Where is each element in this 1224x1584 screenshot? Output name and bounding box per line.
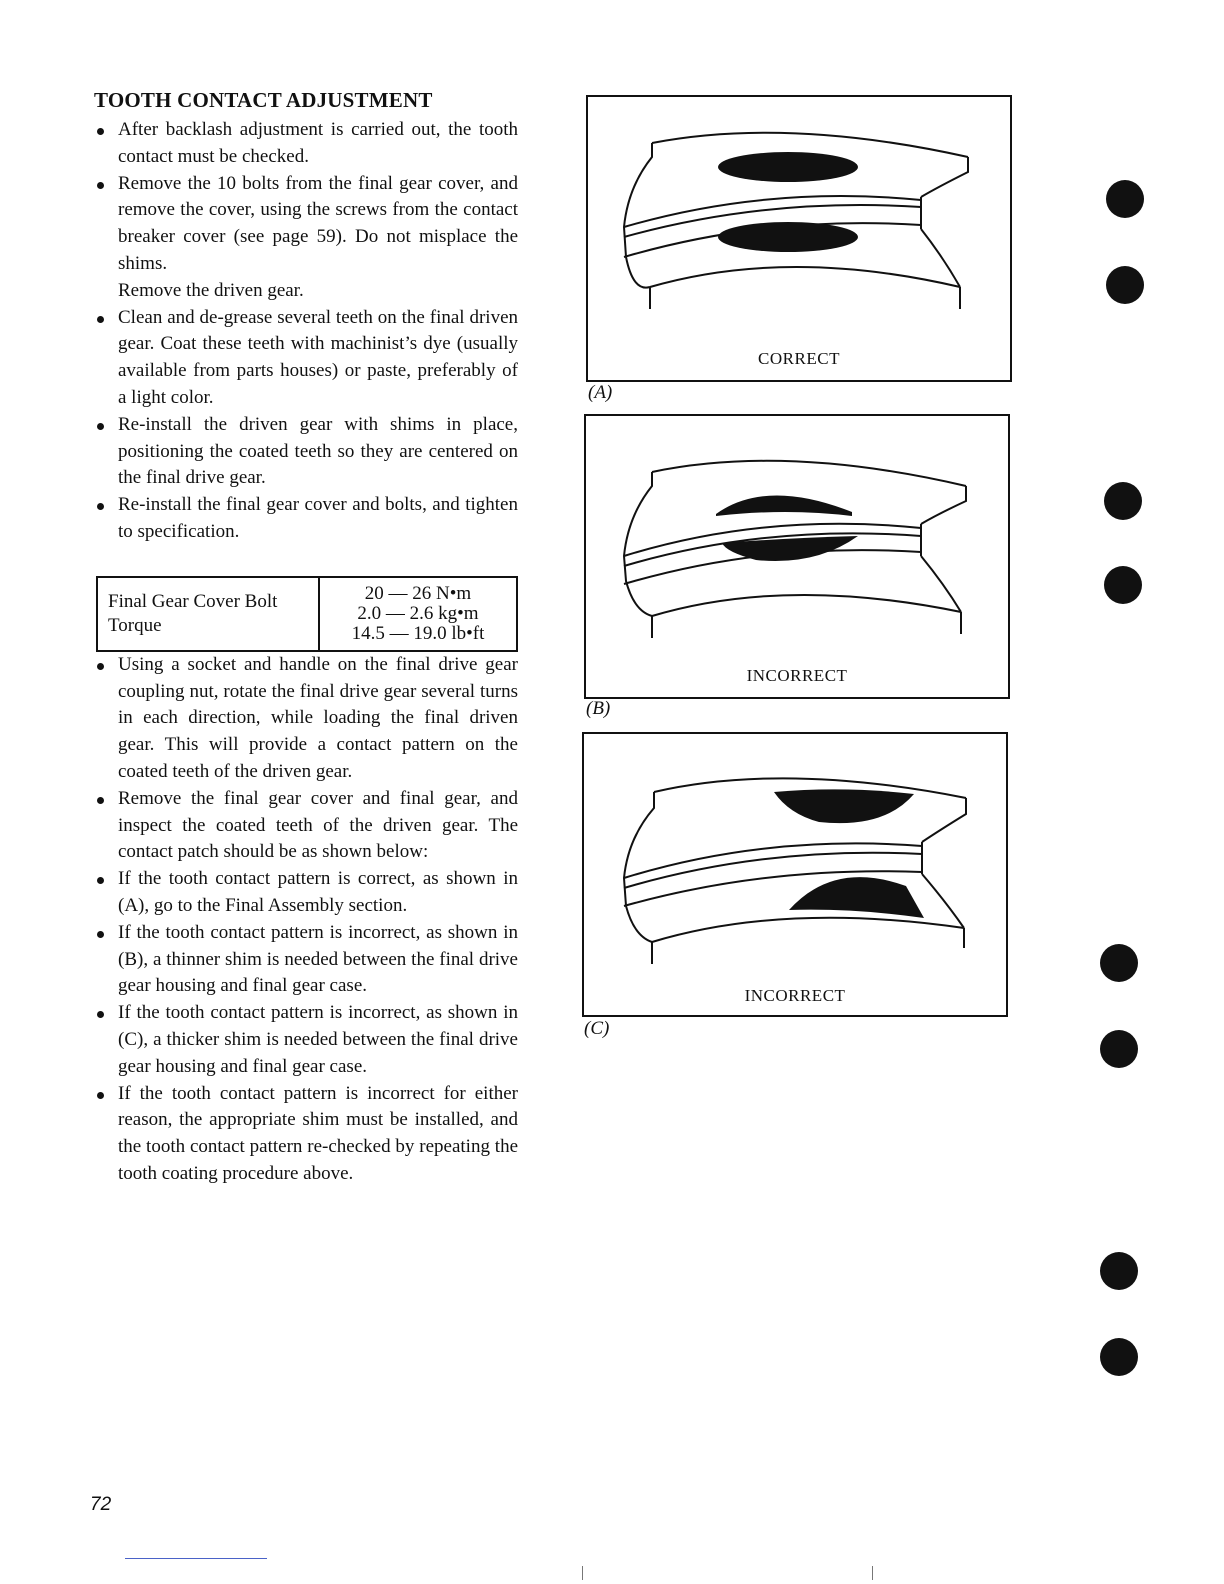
figure-b-incorrect xyxy=(584,414,1010,699)
figure-b-letter: (B) xyxy=(586,698,611,719)
list-item: If the tooth contact pattern is incorrect for either reason, the appropriate shim must be installed, and the tooth contact pattern re-checked by repeating the tooth coating procedure above. xyxy=(94,1081,518,1188)
figure-a-letter: (A) xyxy=(588,382,613,403)
scan-mark xyxy=(872,1566,873,1580)
main-text-column xyxy=(94,88,518,1188)
scan-mark xyxy=(582,1566,583,1580)
torque-value-nm: 20 — 26 N•m xyxy=(364,582,472,604)
binder-hole xyxy=(1100,1030,1138,1068)
bullet-list-top xyxy=(94,117,518,278)
list-item: If the tooth contact pattern is correct, as shown in (A), go to the Final Assembly section. xyxy=(94,866,518,920)
torque-label-cell xyxy=(97,577,319,651)
torque-label-line2: Torque xyxy=(108,614,162,636)
torque-value-kgm: 2.0 — 2.6 kg•m xyxy=(357,602,479,624)
list-item: If the tooth contact pattern is incorrect, as shown in (B), a thinner shim is needed between the final drive gear housing and final gear case. xyxy=(94,920,518,1000)
figure-a-caption: CORRECT xyxy=(758,349,840,368)
torque-spec-table xyxy=(96,576,518,652)
binder-hole xyxy=(1104,482,1142,520)
figure-c-incorrect xyxy=(582,732,1008,1017)
list-item: Remove the 10 bolts from the final gear cover, and remove the cover, using the screws from the contact breaker cover (see page 59). Do not misplace the shims. xyxy=(94,171,518,278)
binder-hole xyxy=(1104,566,1142,604)
remove-driven-gear-line: Remove the driven gear. xyxy=(118,279,304,301)
page-number: 72 xyxy=(90,1494,112,1515)
figure-c-caption: INCORRECT xyxy=(744,986,846,1005)
list-item: If the tooth contact pattern is incorrect, as shown in (C), a thicker shim is needed between the final drive gear housing and final gear case. xyxy=(94,1000,518,1080)
binder-hole xyxy=(1100,944,1138,982)
binder-hole xyxy=(1106,180,1144,218)
gear-tooth-diagram-b xyxy=(586,416,1008,697)
torque-value-lbft: 14.5 — 19.0 lb•ft xyxy=(351,622,485,644)
contact-patch-upper xyxy=(774,789,914,823)
section-heading: TOOTH CONTACT ADJUSTMENT xyxy=(94,88,433,112)
contact-patch-upper xyxy=(718,152,858,182)
list-item: Re-install the driven gear with shims in place, positioning the coated teeth so they are centered on the final drive gear. xyxy=(94,412,518,492)
torque-label-line1: Final Gear Cover Bolt xyxy=(108,590,278,612)
contact-patch-upper xyxy=(716,495,852,516)
gear-tooth-diagram-a xyxy=(588,97,1010,380)
contact-patch-lower xyxy=(718,222,858,252)
footer-rule xyxy=(125,1558,267,1559)
bullet-list-mid xyxy=(94,305,518,546)
contact-patch-lower xyxy=(789,877,924,918)
list-item: Remove the final gear cover and final gear, and inspect the coated teeth of the driven gear. The contact patch should be as shown below: xyxy=(94,786,518,866)
figure-c-letter: (C) xyxy=(584,1018,610,1039)
torque-values-cell xyxy=(319,577,517,651)
list-item: Clean and de-grease several teeth on the final driven gear. Coat these teeth with machinist’s dye (usually available from parts houses) or paste, preferably of a light color. xyxy=(94,305,518,412)
list-item: Re-install the final gear cover and bolts, and tighten to specification. xyxy=(94,492,518,546)
list-item: After backlash adjustment is carried out, the tooth contact must be checked. xyxy=(94,117,518,171)
figure-a-correct xyxy=(586,95,1012,382)
bullet-list-bottom xyxy=(94,652,518,1188)
list-item: Using a socket and handle on the final drive gear coupling nut, rotate the final drive gear several turns in each direction, while loading the final driven gear. This will provide a contact pattern on the coated teeth of the driven gear. xyxy=(94,652,518,786)
binder-hole xyxy=(1106,266,1144,304)
gear-tooth-diagram-c xyxy=(584,734,1006,1015)
binder-hole xyxy=(1100,1338,1138,1376)
figure-b-caption: INCORRECT xyxy=(746,666,848,685)
binder-hole xyxy=(1100,1252,1138,1290)
